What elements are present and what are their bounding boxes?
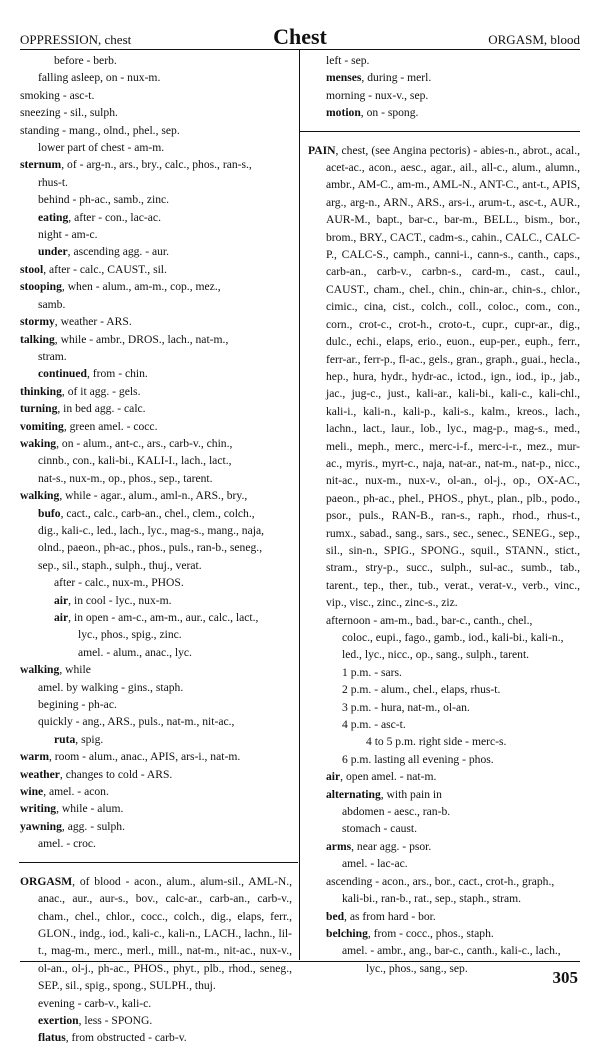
- footer-rule: [20, 961, 580, 962]
- entry-line: continued, from - chin.: [38, 367, 148, 381]
- entry-line: standing - mang., olnd., phel., sep.: [20, 123, 180, 137]
- entry-line: nat-s., nux-m., op., phos., sep., tarent.: [38, 471, 213, 485]
- entry-line: stomach - caust.: [342, 822, 418, 836]
- entry-line: air, open amel. - nat-m.: [326, 770, 437, 784]
- entry-line: stool, after - calc., CAUST., sil.: [20, 262, 167, 276]
- entry-line: motion, on - spong.: [326, 106, 419, 120]
- entry-line: walking, while: [20, 663, 91, 677]
- entry-line: before - berb.: [54, 54, 117, 67]
- left-column: [20, 52, 292, 1047]
- header-right: ORGASM, blood: [488, 32, 580, 47]
- entry-line: bed, as from hard - bor.: [326, 909, 436, 923]
- entry-line: morning - nux-v., sep.: [326, 88, 429, 102]
- entry-line: exertion, less - SPONG.: [38, 1013, 153, 1027]
- right-column: [308, 52, 580, 977]
- entry-line: lyc., phos., sang., sep.: [366, 961, 468, 975]
- entry-line: smoking - asc-t.: [20, 88, 95, 102]
- entry-line: amel. - lac-ac.: [342, 857, 408, 871]
- entry-line: amel. by walking - gins., staph.: [38, 680, 184, 694]
- entry-line: writing, while - alum.: [20, 802, 124, 816]
- entry-line: begining - ph-ac.: [38, 698, 117, 712]
- entry-line: night - am-c.: [38, 228, 98, 242]
- entry-line: arms, near agg. - psor.: [326, 839, 432, 853]
- entry-line: sneezing - sil., sulph.: [20, 106, 118, 120]
- entry-line: ruta, spig.: [54, 732, 104, 746]
- entry-line: kali-bi., ran-b., rat., sep., staph., stram.: [342, 892, 522, 906]
- entry-line: sternum, of - arg-n., ars., bry., calc., phos., ran-s.,: [20, 158, 252, 172]
- entry-line: stram.: [38, 349, 67, 363]
- entry-line: 6 p.m. lasting all evening - phos.: [342, 752, 494, 766]
- entry-line: quickly - ang., ARS., puls., nat-m., nit-ac.,: [38, 715, 235, 729]
- entry-line: talking, while - ambr., DROS., lach., nat-m.,: [20, 332, 229, 346]
- entry-line: abdomen - aesc., ran-b.: [342, 805, 451, 819]
- entry-line: 4 to 5 p.m. right side - merc-s.: [366, 735, 507, 749]
- entry-line: lyc., phos., spig., zinc.: [78, 628, 182, 642]
- entry-line: turning, in bed agg. - calc.: [20, 402, 146, 416]
- entry-line: samb.: [38, 297, 66, 311]
- entry-line: led., lyc., nicc., op., sang., sulph., tarent.: [342, 648, 530, 662]
- entry-line: lower part of chest - am-m.: [38, 141, 165, 155]
- entry-line: rhus-t.: [38, 175, 68, 189]
- column-divider: [299, 50, 300, 960]
- entry-line: air, in open - am-c., am-m., aur., calc., lact.,: [54, 611, 259, 624]
- entry-line: behind - ph-ac., samb., zinc.: [38, 193, 170, 207]
- entry-line: flatus, from obstructed - carb-v.: [38, 1031, 187, 1045]
- entry-line: belching, from - cocc., phos., staph.: [326, 926, 494, 940]
- entry-line: thinking, of it agg. - gels.: [20, 384, 141, 398]
- entry-line: eating, after - con., lac-ac.: [38, 210, 161, 224]
- entry-line: 2 p.m. - alum., chel., elaps, rhus-t.: [342, 683, 501, 697]
- entry-line: stormy, weather - ARS.: [20, 315, 132, 329]
- section-rule: [19, 862, 298, 863]
- entry-line: air, in cool - lyc., nux-m.: [54, 593, 172, 607]
- entry-line: falling asleep, on - nux-m.: [38, 71, 161, 85]
- entry-line: bufo, cact., calc., carb-an., chel., clem., colch.,: [38, 506, 255, 520]
- entry-line: weather, changes to cold - ARS.: [20, 767, 173, 781]
- entry-line: left - sep.: [326, 54, 370, 67]
- entry-line: menses, during - merl.: [326, 71, 432, 85]
- entry-line: 1 p.m. - sars.: [342, 665, 402, 679]
- entry-line: amel. - croc.: [38, 837, 96, 851]
- entry-line: yawning, agg. - sulph.: [20, 819, 126, 833]
- page-number: 305: [552, 968, 578, 987]
- section-rule: [299, 131, 580, 132]
- entry-line: wine, amel. - acon.: [20, 785, 109, 799]
- entry-line: dig., kali-c., led., lach., lyc., mag-s., mang., naja,: [38, 523, 265, 537]
- entry-line: waking, on - alum., ant-c., ars., carb-v., chin.,: [20, 436, 233, 450]
- entry-line: amel. - ambr., ang., bar-c., canth., kali-c., lach.,: [342, 944, 561, 958]
- entry-line: alternating, with pain in: [326, 787, 442, 801]
- entry-line: ascending - acon., ars., bor., cact., crot-h., graph.,: [326, 874, 555, 888]
- entry-line: evening - carb-v., kali-c.: [38, 996, 152, 1010]
- entry-line: walking, while - agar., alum., aml-n., ARS., bry.,: [20, 489, 248, 503]
- header-rule: [20, 49, 580, 50]
- entry-line: sep., sil., staph., sulph., thuj., verat.: [38, 558, 202, 572]
- entry-line: cinnb., con., kali-bi., KALI-I., lach., lact.,: [38, 454, 232, 468]
- entry-line: after - calc., nux-m., PHOS.: [54, 576, 184, 590]
- header-title: Chest: [273, 24, 327, 49]
- entry-line: olnd., paeon., ph-ac., phos., puls., ran-b., seneg.,: [38, 541, 263, 555]
- orgasm-rubric: ORGASM, of blood - acon., alum., alum-sil., AML-N., anac., aur., aur-s., bov., calc-ar., carb-an., carb-v., cham., chel., chlor., cocc., colch., dig., elaps, ferr., GLON., indg., iod., kali-c., kali-n., LACH., lachn., lil-t., mag-m., merc., merl., mill., nat-m., nit-ac., nux-v., ol-an., ol-j., ph-ac., PHOS., phyt., plb., rhod., seneg., SEP., sil., spig., spong., SULPH., thuj.: [20, 874, 292, 993]
- entry-line: warm, room - alum., anac., APIS, ars-i., nat-m.: [20, 750, 241, 764]
- running-header: [20, 24, 580, 50]
- entry-line: vomiting, green amel. - cocc.: [20, 419, 158, 433]
- entry-line: under, ascending agg. - aur.: [38, 245, 170, 259]
- entry-line: coloc., eupi., fago., gamb., iod., kali-bi., kali-n.,: [342, 631, 564, 644]
- entry-line: 3 p.m. - hura, nat-m., ol-an.: [342, 700, 470, 714]
- entry-line: 4 p.m. - asc-t.: [342, 718, 406, 732]
- entry-line: stooping, when - alum., am-m., cop., mez.,: [20, 280, 221, 294]
- pain-rubric: PAIN, chest, (see Angina pectoris) - abies-n., abrot., acal., acet-ac., acon., aesc., agar., ail., all-c., alum., alumn., ambr., AM-C., am-m., AML-N., ANT-C., ant-t., APIS, arg., arg-n., ARN., ARS., ars-i., arum-t., asc-t., AUR., AUR-M., bapt., bar-c., bar-m., BELL., bism., bor., brom., BRY., CACT., cadm-s., cahin., CALC., CALC-P., CALC-S., camph., canni-i., cann-s., canth., caps., carb-an., carb-v., carbn-s., card-m., cast., caul., CAUST., cham., chel., chin., chin-ar., chin-s., chlor., cimic., cina, cist., colch., coll., coloc., com., con., corn., crot-c., crot-h., croto-t., cupr., cupr-ar., dig., dulc., echi., elaps, erio., euon., eup-per., euph., ferr., ferr-ar., ferr-p., fl-ac., gels., gran., graph., guai., hecla., hep., hura, hydr., hydr-ac., ictod., ign., iod., ip., jab., jac., jug-c., just., kali-ar., kali-bi., kali-c., kali-chl., kali-i., kali-n., kali-p., kali-s., kalm., kreos., lach., lachn., lact., laur., lob., lyc., mag-p., mag-s., med., meli., meph., merc., merc-i-f., merc-i-r., mez., mur-ac., myris., myrt-c., naja, nat-ar., nat-m., nat-p., nicc., nit-ac., nux-m., nux-v., ol-an., ol-j., op., OX-AC., paeon., ph-ac., phel., PHOS., phyt., plan., plb., podo., psor., puls., RAN-B., ran-s., raph., rhod., rhus-t., rumx., sabad., sang., sars., sec., senec., SENEG., sep., sil., sin-n., SPIG., SPONG., squil., STANN., stict., stram., stry-p., succ., sulph., sul-ac., sumb., tab., tarent., tep., ther., tub., verat., verat-v., verb., vinc., vip., visc., zinc., zinc-s., ziz.: [308, 143, 580, 610]
- entry-line: afternoon - am-m., bad., bar-c., canth., chel.,: [326, 613, 533, 627]
- header-left: OPPRESSION, chest: [20, 32, 132, 47]
- entry-line: amel. - alum., anac., lyc.: [78, 645, 192, 659]
